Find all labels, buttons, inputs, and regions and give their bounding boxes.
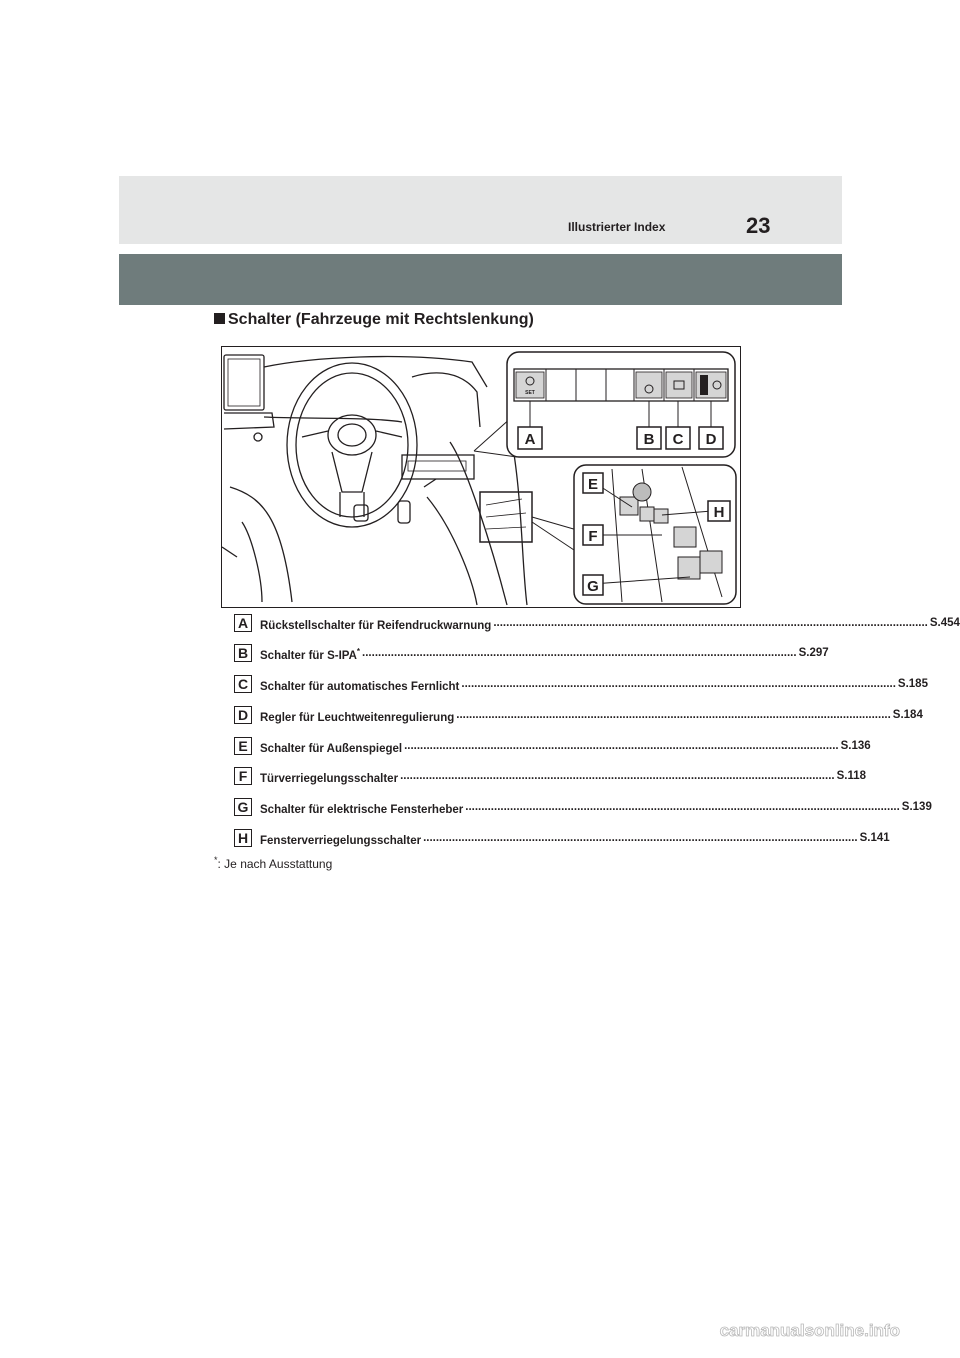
item-label: Regler für Leuchtweitenregulierung bbox=[260, 711, 455, 724]
dashboard-drawing bbox=[222, 347, 740, 607]
leader-dots: ........................................................................................................................................ bbox=[456, 709, 891, 721]
section-title bbox=[214, 311, 534, 329]
set-label: SET bbox=[525, 390, 535, 396]
item-letter-badge: E bbox=[234, 737, 252, 755]
item-letter-badge: G bbox=[234, 798, 252, 816]
item-page-ref[interactable]: S.136 bbox=[840, 740, 871, 752]
center-display bbox=[224, 355, 264, 410]
item-label: Rückstellschalter für Reifendruckwarnung bbox=[260, 619, 492, 632]
callout-a: A bbox=[524, 431, 536, 448]
item-page-ref[interactable]: S.184 bbox=[892, 709, 923, 721]
footnote-text: : Je nach Ausstattung bbox=[217, 857, 333, 871]
item-label: Schalter für Außenspiegel bbox=[260, 742, 403, 755]
item-label: Türverriegelungsschalter bbox=[260, 772, 399, 785]
callout-h: H bbox=[713, 504, 725, 521]
item-letter-badge: D bbox=[234, 706, 252, 724]
item-label: Schalter für S-IPA bbox=[260, 649, 357, 662]
footnote-marker: * bbox=[214, 855, 218, 865]
list-item bbox=[234, 737, 871, 757]
list-item bbox=[234, 675, 928, 695]
section-title-text: Schalter (Fahrzeuge mit Rechtslenkung) bbox=[228, 311, 534, 328]
item-letter-badge: F bbox=[234, 767, 252, 785]
footnote bbox=[214, 855, 332, 871]
item-page-ref[interactable]: S.139 bbox=[901, 801, 932, 813]
header-divider bbox=[119, 244, 842, 254]
header-dark-band bbox=[119, 254, 842, 305]
list-item bbox=[234, 829, 890, 849]
list-item bbox=[234, 767, 867, 787]
item-label: Schalter für elektrische Fensterheber bbox=[260, 803, 464, 816]
leader-dots: ........................................................................................................................................ bbox=[465, 801, 900, 813]
leader-dots: ........................................................................................................................................ bbox=[362, 647, 797, 659]
callout-f: F bbox=[588, 528, 598, 545]
item-page-ref[interactable]: S.454 bbox=[929, 617, 960, 629]
list-item bbox=[234, 644, 829, 664]
item-page-ref[interactable]: S.297 bbox=[798, 647, 829, 659]
callout-b: B bbox=[643, 431, 655, 448]
item-page-ref[interactable]: S.141 bbox=[859, 832, 890, 844]
item-letter-badge: C bbox=[234, 675, 252, 693]
steering-wheel bbox=[287, 363, 417, 527]
square-bullet-icon bbox=[214, 313, 225, 324]
watermark-text: carmanualsonline.info bbox=[719, 1321, 900, 1340]
item-footnote-marker: * bbox=[356, 647, 361, 656]
leader-dots: ........................................................................................................................................ bbox=[461, 678, 896, 690]
page-number: 23 bbox=[746, 213, 771, 238]
item-letter-badge: B bbox=[234, 644, 252, 662]
callout-e: E bbox=[587, 476, 599, 493]
item-letter-badge: A bbox=[234, 614, 252, 632]
list-item bbox=[234, 706, 923, 726]
header-band bbox=[119, 176, 842, 244]
item-label: Fensterverriegelungsschalter bbox=[260, 834, 422, 847]
item-label: Schalter für automatisches Fernlicht bbox=[260, 680, 460, 693]
switch-illustration bbox=[221, 346, 741, 608]
leader-dots: ........................................................................................................................................ bbox=[423, 832, 858, 844]
header-section-title: Illustrierter Index bbox=[568, 220, 666, 234]
callout-c: C bbox=[672, 431, 684, 448]
leader-dots: ........................................................................................................................................ bbox=[493, 617, 928, 629]
item-letter-badge: H bbox=[234, 829, 252, 847]
item-page-ref[interactable]: S.118 bbox=[836, 770, 867, 782]
list-item bbox=[234, 614, 960, 634]
watermark bbox=[700, 1318, 900, 1342]
leader-dots: ........................................................................................................................................ bbox=[400, 770, 835, 782]
item-page-ref[interactable]: S.185 bbox=[897, 678, 928, 690]
callout-g: G bbox=[587, 578, 599, 595]
leader-dots: ........................................................................................................................................ bbox=[404, 740, 839, 752]
list-item bbox=[234, 798, 932, 818]
callout-d: D bbox=[705, 431, 717, 448]
